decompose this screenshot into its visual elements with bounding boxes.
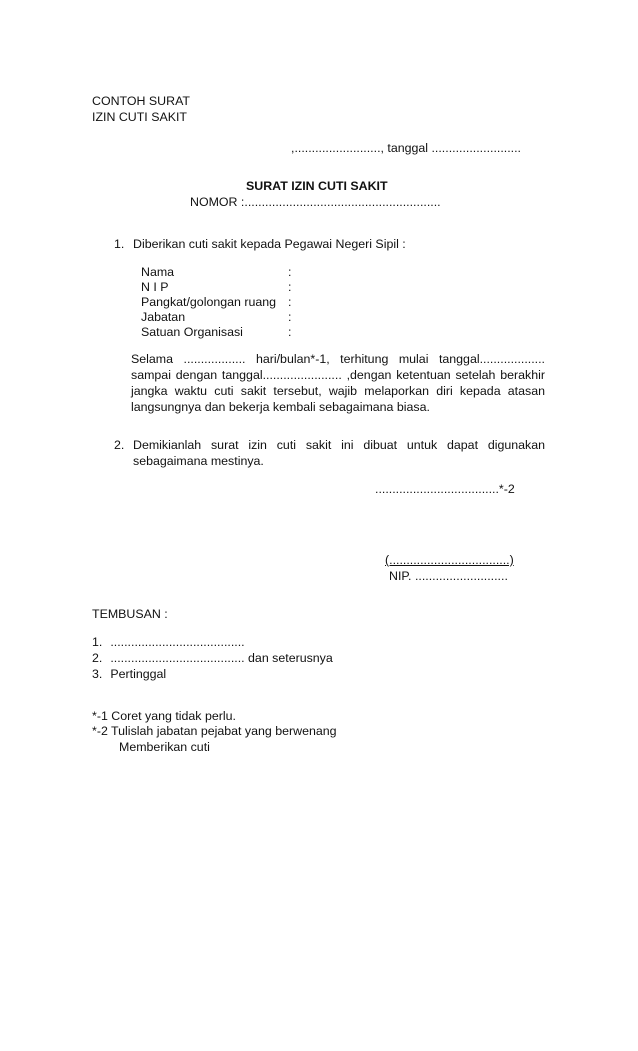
item-1-text: Diberikan cuti sakit kepada Pegawai Negeri Sipil :: [133, 237, 406, 251]
item-1-paragraph: [131, 351, 545, 415]
list-text: Pertinggal: [110, 667, 167, 681]
footnote-2-continuation: Memberikan cuti: [119, 740, 210, 754]
footnote-1: *-1 Coret yang tidak perlu.: [92, 709, 236, 723]
item-2-line-2: sebagaimana mestinya.: [133, 454, 264, 468]
field-label: Jabatan: [141, 310, 186, 324]
signature-nip: NIP. ...........................: [389, 569, 508, 583]
list-text: .......................................: [110, 635, 245, 649]
field-separator: :: [288, 310, 292, 324]
paragraph-line: jangka waktu cuti sakit tersebut, wajib melaporkan diri kepada atasan: [131, 384, 545, 398]
tembusan-item-3: [92, 666, 166, 682]
letter-title: SURAT IZIN CUTI SAKIT: [246, 179, 388, 193]
field-row-pangkat: [141, 294, 291, 310]
field-separator: :: [288, 295, 292, 309]
list-number: 2.: [92, 651, 103, 665]
letter-number: NOMOR :.........................................................: [190, 195, 441, 209]
footnote-2: *-2 Tulislah jabatan pejabat yang berwenang: [92, 724, 337, 738]
field-label: Satuan Organisasi: [141, 325, 243, 339]
field-label: N I P: [141, 280, 169, 294]
list-text: ....................................... dan seterusnya: [110, 651, 333, 665]
paragraph-line: langsungnya dan bekerja kembali sebagaimana biasa.: [131, 400, 430, 414]
item-2-number: 2.: [114, 438, 125, 452]
field-row-jabatan: [141, 309, 291, 325]
field-row-nip: [141, 279, 291, 295]
field-separator: :: [288, 265, 292, 279]
header-line-2: IZIN CUTI SAKIT: [92, 110, 187, 124]
tembusan-title: TEMBUSAN :: [92, 607, 168, 621]
list-number: 3.: [92, 667, 103, 681]
paragraph-line: sampai dengan tanggal....................... ,dengan ketentuan setelah berakhir: [131, 368, 545, 382]
signature-official-title: ....................................*-2: [375, 482, 515, 496]
date-line: ,........................., tanggal ..........................: [291, 141, 521, 155]
header-line-1: CONTOH SURAT: [92, 94, 190, 108]
field-row-nama: [141, 264, 291, 280]
signature-name: (...................................): [385, 553, 514, 567]
list-number: 1.: [92, 635, 103, 649]
paragraph-line: Selama .................. hari/bulan*-1, terhitung mulai tanggal...................: [131, 352, 545, 366]
field-label: Nama: [141, 265, 175, 279]
item-2-line-1: Demikianlah surat izin cuti sakit ini dibuat untuk dapat digunakan: [133, 438, 545, 452]
field-row-satuan: [141, 324, 291, 340]
field-separator: :: [288, 325, 292, 339]
item-1-number: 1.: [114, 237, 125, 251]
field-label: Pangkat/golongan ruang: [141, 295, 277, 309]
tembusan-item-2: [92, 650, 333, 666]
tembusan-item-1: [92, 634, 245, 650]
field-separator: :: [288, 280, 292, 294]
